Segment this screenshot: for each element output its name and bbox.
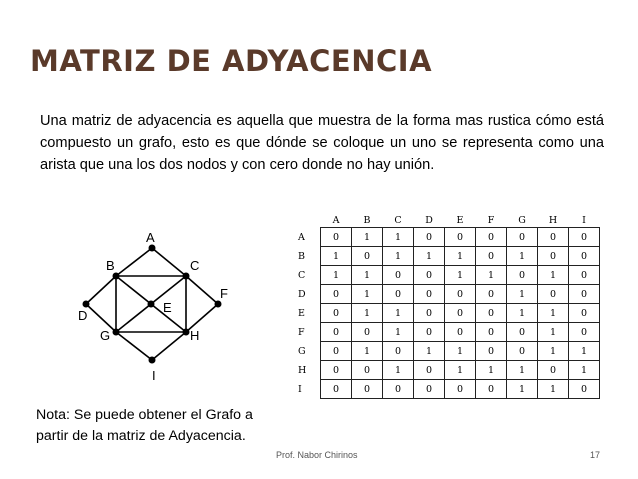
matrix-cell: 0: [414, 304, 445, 323]
matrix-cell: 1: [507, 361, 538, 380]
matrix-cell: 1: [445, 361, 476, 380]
matrix-row-header: G: [298, 345, 306, 357]
matrix-cell: 0: [352, 323, 383, 342]
matrix-cell: 0: [476, 228, 507, 247]
matrix-cell: 1: [321, 247, 352, 266]
matrix-cell: 0: [445, 285, 476, 304]
matrix-cell: 0: [414, 380, 445, 399]
matrix-cell: 1: [507, 380, 538, 399]
note-line-1: Nota: Se puede obtener el Grafo a: [36, 407, 253, 423]
graph-diagram: [70, 228, 245, 388]
matrix-cell: 1: [352, 266, 383, 285]
matrix-cell: 0: [476, 323, 507, 342]
matrix-cell: 0: [445, 380, 476, 399]
matrix-row-header: E: [298, 307, 305, 319]
matrix-row: [296, 323, 600, 342]
matrix-cell: 0: [569, 285, 600, 304]
matrix-cell: 0: [507, 228, 538, 247]
footer-author: Prof. Nabor Chirinos: [276, 450, 358, 460]
matrix-header-row: [296, 213, 600, 228]
matrix-cell: 0: [445, 304, 476, 323]
matrix-row: [296, 342, 600, 361]
graph-label-c: C: [190, 258, 200, 273]
matrix-cell: 0: [538, 228, 569, 247]
matrix-cell: 0: [383, 380, 414, 399]
matrix-cell: 0: [414, 323, 445, 342]
matrix-row-header: A: [298, 231, 305, 243]
adjacency-matrix: [296, 213, 600, 399]
matrix-cell: 1: [321, 266, 352, 285]
matrix-cell: 1: [352, 342, 383, 361]
matrix-col-header: H: [548, 214, 558, 226]
graph-node-b: [113, 273, 120, 280]
matrix-cell: 1: [383, 304, 414, 323]
graph-label-f: F: [220, 286, 228, 301]
matrix-cell: 1: [476, 361, 507, 380]
matrix-cell: 1: [538, 323, 569, 342]
matrix-row: [296, 228, 600, 247]
matrix-row-header: I: [298, 383, 302, 395]
matrix-cell: 1: [538, 342, 569, 361]
matrix-cell: 1: [383, 228, 414, 247]
matrix-cell: 0: [538, 361, 569, 380]
slide-title: MATRIZ DE ADYACENCIA: [30, 44, 433, 78]
graph-node-e: [148, 301, 155, 308]
matrix-cell: 1: [538, 380, 569, 399]
matrix-col-header: G: [518, 214, 526, 226]
matrix-cell: 0: [507, 342, 538, 361]
matrix-cell: 0: [321, 342, 352, 361]
matrix-row-header: F: [298, 326, 305, 338]
matrix-cell: 0: [352, 247, 383, 266]
note-line-2: partir de la matriz de Adyacencia.: [36, 428, 246, 444]
matrix-cell: 1: [352, 228, 383, 247]
matrix-cell: 1: [445, 247, 476, 266]
matrix-cell: 0: [476, 247, 507, 266]
matrix-row: [296, 361, 600, 380]
matrix-row-header: D: [298, 288, 306, 300]
description-paragraph: Una matriz de adyacencia es aquella que muestra de la forma mas rustica cómo está compuesto un grafo, esto es que dónde se coloque un uno se representa como una arista que una los dos nodos y con cero donde no hay unión.: [40, 113, 604, 173]
matrix-cell: 0: [569, 228, 600, 247]
matrix-row: [296, 247, 600, 266]
graph-label-d: D: [78, 308, 88, 323]
matrix-cell: 0: [414, 228, 445, 247]
matrix-cell: 0: [414, 266, 445, 285]
graph-label-g: G: [100, 328, 111, 343]
matrix-cell: 1: [352, 304, 383, 323]
matrix-cell: 1: [538, 304, 569, 323]
matrix-cell: 1: [569, 361, 600, 380]
matrix-col-header: A: [332, 214, 340, 226]
matrix-cell: 0: [569, 304, 600, 323]
matrix-cell: 0: [476, 342, 507, 361]
matrix-cell: 0: [383, 266, 414, 285]
matrix-row: [296, 266, 600, 285]
matrix-cell: 0: [507, 266, 538, 285]
matrix-cell: 1: [414, 247, 445, 266]
graph-node-f: [215, 301, 222, 308]
note-text: [36, 405, 253, 447]
graph-label-h: H: [190, 328, 200, 343]
matrix-cell: 0: [414, 361, 445, 380]
matrix-cell: 0: [476, 380, 507, 399]
graph-node-c: [183, 273, 190, 280]
matrix-cell: 1: [414, 342, 445, 361]
matrix-cell: 0: [383, 285, 414, 304]
graph-label-e: E: [163, 300, 172, 315]
matrix-cell: 0: [352, 361, 383, 380]
matrix-corner: [296, 213, 321, 228]
graph-label-a: A: [146, 230, 155, 245]
matrix-cell: 0: [321, 361, 352, 380]
graph-node-d: [83, 301, 90, 308]
matrix-cell: 1: [507, 247, 538, 266]
matrix-cell: 0: [569, 323, 600, 342]
matrix-row-header: B: [298, 250, 305, 262]
graph-label-b: B: [106, 258, 115, 273]
matrix-cell: 1: [476, 266, 507, 285]
matrix-col-header: B: [363, 214, 371, 226]
matrix-row: [296, 285, 600, 304]
matrix-cell: 0: [321, 380, 352, 399]
matrix-cell: 0: [507, 323, 538, 342]
adjacency-table: [296, 213, 600, 399]
matrix-row: [296, 304, 600, 323]
matrix-cell: 0: [445, 323, 476, 342]
matrix-cell: 0: [321, 323, 352, 342]
matrix-cell: 1: [507, 304, 538, 323]
page-number: 17: [590, 450, 601, 460]
matrix-row: [296, 380, 600, 399]
matrix-col-header: F: [487, 214, 495, 226]
matrix-col-header: D: [425, 214, 433, 226]
matrix-col-header: E: [456, 214, 464, 226]
matrix-cell: 0: [321, 304, 352, 323]
graph-node-a: [149, 245, 156, 252]
matrix-body: [296, 228, 600, 399]
matrix-cell: 0: [538, 285, 569, 304]
matrix-row-header: C: [298, 269, 306, 281]
matrix-cell: 1: [507, 285, 538, 304]
matrix-col-header: C: [394, 214, 402, 226]
matrix-cell: 1: [445, 266, 476, 285]
matrix-cell: 1: [383, 361, 414, 380]
matrix-cell: 0: [321, 285, 352, 304]
matrix-col-header: I: [582, 214, 586, 226]
graph-node-h: [183, 329, 190, 336]
matrix-cell: 1: [538, 266, 569, 285]
matrix-cell: 1: [569, 342, 600, 361]
matrix-cell: 0: [569, 247, 600, 266]
matrix-cell: 1: [383, 323, 414, 342]
matrix-cell: 0: [569, 380, 600, 399]
matrix-cell: 0: [569, 266, 600, 285]
matrix-cell: 0: [538, 247, 569, 266]
matrix-cell: 1: [445, 342, 476, 361]
graph-node-i: [149, 357, 156, 364]
graph-label-i: I: [152, 368, 156, 383]
matrix-cell: 0: [476, 285, 507, 304]
matrix-row-header: H: [298, 364, 307, 376]
matrix-cell: 0: [321, 228, 352, 247]
matrix-cell: 0: [383, 342, 414, 361]
matrix-cell: 0: [476, 304, 507, 323]
matrix-cell: 0: [352, 380, 383, 399]
matrix-cell: 1: [383, 247, 414, 266]
matrix-cell: 1: [352, 285, 383, 304]
graph-node-g: [113, 329, 120, 336]
matrix-cell: 0: [414, 285, 445, 304]
matrix-cell: 0: [445, 228, 476, 247]
